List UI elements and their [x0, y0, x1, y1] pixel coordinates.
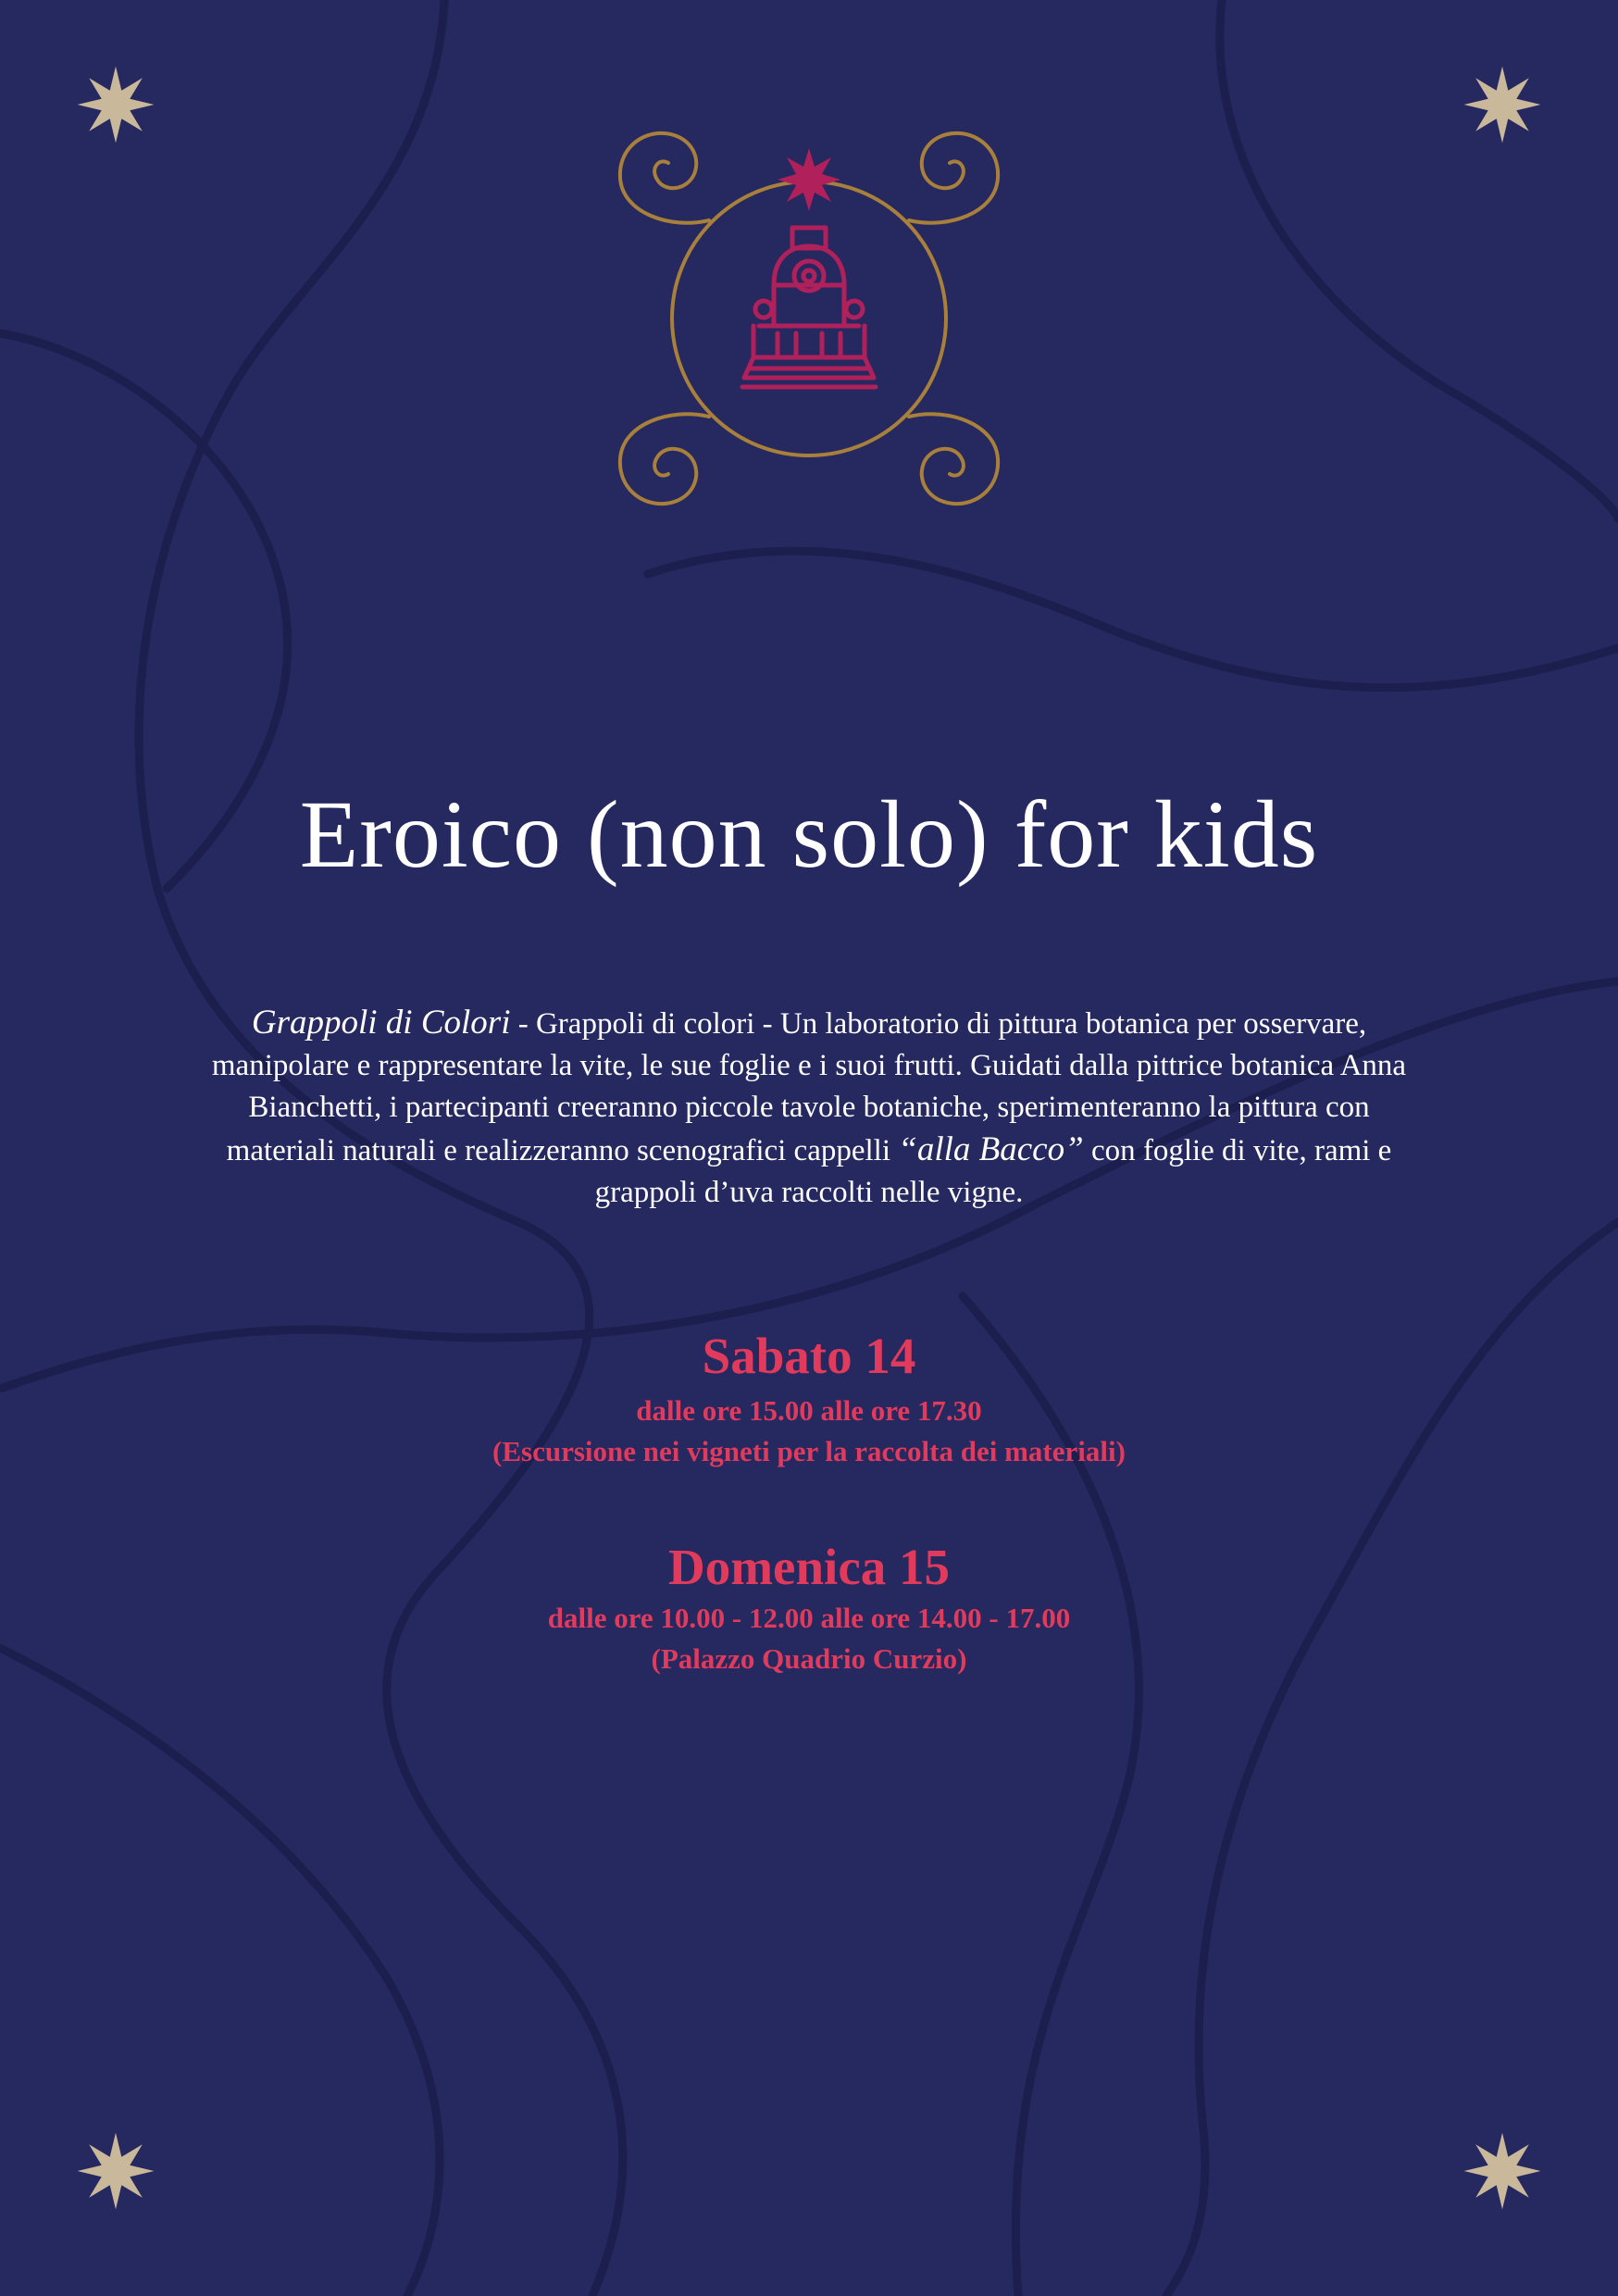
description-text: con foglie di vite, rami e grappoli d’uva raccolti nelle vigne.: [594, 1134, 1392, 1209]
description-italic-quote: “alla Bacco”: [898, 1130, 1084, 1168]
event-description: [207, 1002, 1411, 1214]
description-italic-title: Grappoli di Colori: [251, 1004, 511, 1042]
emblem-circle: [672, 181, 946, 455]
event-time: dalle ore 10.00 - 12.00 alle ore 14.00 - 17.00: [547, 1602, 1071, 1634]
corner-star-icon: [74, 2129, 157, 2213]
spiral-ornament-icon: [909, 414, 998, 504]
page-title: Eroico (non solo) for kids: [299, 781, 1319, 888]
event-note: (Palazzo Quadrio Curzio): [651, 1642, 967, 1675]
steam-locomotive-icon: [742, 228, 876, 387]
event-day: Domenica 15: [668, 1539, 950, 1595]
spiral-ornament-icon: [909, 133, 998, 223]
corner-star-icon: [74, 63, 157, 146]
corner-star-icon: [1461, 63, 1544, 146]
event-day: Sabato 14: [702, 1328, 916, 1384]
spiral-ornament-icon: [620, 133, 709, 223]
emblem-star-icon: [778, 148, 840, 211]
event-time: dalle ore 15.00 alle ore 17.30: [636, 1394, 982, 1427]
event-schedule-saturday: [0, 1326, 1618, 1472]
description-text: - Grappoli di colori - Un laboratorio di pittura botanica per osservare, manipolare e rappresentare la vite, le sue foglie e i suoi frutti. Guidati dalla pittrice botanica Anna Bianchetti, i partecipanti creeranno piccole tavole botaniche, sperimenteranno la pittura con materiali naturali e realizzeranno scenografici cappelli: [211, 1007, 1407, 1167]
event-note: (Escursione nei vigneti per la raccolta dei materiali): [492, 1435, 1126, 1467]
locomotive-emblem: [615, 128, 1003, 507]
bg-curve: [648, 551, 1618, 688]
event-schedule-sunday: [0, 1537, 1618, 1679]
corner-star-icon: [1461, 2129, 1544, 2213]
bg-curve: [1220, 0, 1618, 518]
bg-curve: [0, 1648, 440, 2296]
spiral-ornament-icon: [620, 414, 709, 504]
